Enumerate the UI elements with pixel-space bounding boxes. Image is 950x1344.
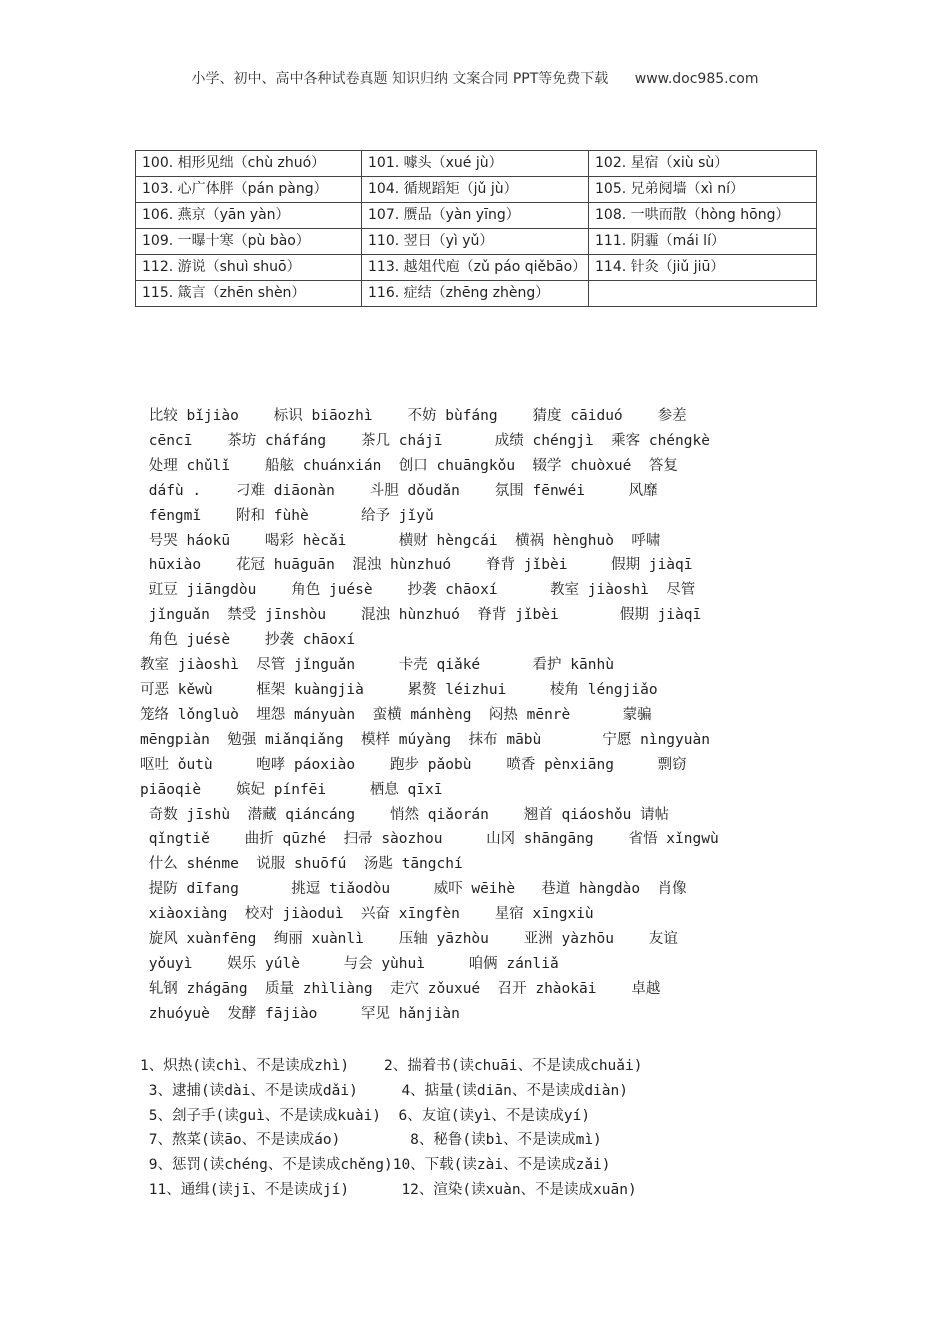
header-text: 小学、初中、高中各种试卷真题 知识归纳 文案合同 PPT等免费下载	[191, 71, 609, 87]
rule-line: 5、刽子手(读guì、不是读成kuài) 6、友谊(读yì、不是读成yí)	[140, 1107, 591, 1124]
word-line: 旋风 xuànfēng 绚丽 xuànlì 压轴 yāzhòu 亚洲 yàzhōu 友谊	[140, 931, 678, 948]
word-line: 笼络 lǒngluò 埋怨 mányuàn 蛮横 mánhèng 闷热 mēnrè 蒙骗	[140, 706, 652, 723]
word-line: 角色 juésè 抄袭 chāoxí	[140, 632, 356, 649]
word-line: piāoqiè 嫔妃 pínfēi 栖息 qīxī	[140, 781, 443, 798]
word-line: yǒuyì 娱乐 yúlè 与会 yùhuì 咱俩 zánliǎ	[140, 955, 559, 972]
table-cell: 108. 一哄而散（hòng hōng）	[589, 203, 817, 229]
word-line: hūxiào 花冠 huāguān 混浊 hùnzhuó 脊背 jǐbèi 假期 jiàqī	[140, 557, 693, 574]
table-cell: 115. 箴言（zhēn shèn）	[136, 281, 362, 307]
word-line: zhuóyuè 发酵 fājiào 罕见 hǎnjiàn	[140, 1005, 460, 1022]
rule-line: 7、熬菜(读āo、不是读成áo) 8、秘鲁(读bì、不是读成mì)	[140, 1132, 602, 1149]
word-line: 轧钢 zhágāng 质量 zhìliàng 走穴 zǒuxué 召开 zhàokāi 卓越	[140, 980, 661, 997]
word-line: cēncī 茶坊 cháfáng 茶几 chájī 成绩 chéngjì 乘客 chéngkè	[140, 432, 710, 449]
pinyin-word-list	[140, 404, 820, 1027]
rule-line: 3、逮捕(读dài、不是读成dǎi) 4、掂量(读diān、不是读成diàn)	[140, 1082, 628, 1099]
page-header	[0, 68, 950, 88]
table-cell: 114. 针灸（jiǔ jiū）	[589, 255, 817, 281]
word-line: 什么 shénme 说服 shuōfú 汤匙 tāngchí	[140, 856, 463, 873]
word-line: 比较 bǐjiào 标识 biāozhì 不妨 bùfáng 猜度 cāiduó 参差	[140, 408, 687, 424]
table-row	[136, 177, 817, 203]
table-row	[136, 203, 817, 229]
table-cell: 116. 症结（zhēng zhèng）	[362, 281, 589, 307]
word-line: dáfù . 刁难 diāonàn 斗胆 dǒudǎn 氛围 fēnwéi 风靡	[140, 482, 658, 499]
table-row	[136, 229, 817, 255]
pronunciation-rules	[140, 1054, 820, 1203]
table-cell: 102. 星宿（xiù sù）	[589, 151, 817, 177]
table-cell	[589, 281, 817, 307]
table-row	[136, 151, 817, 177]
word-line: mēngpiàn 勉强 miǎnqiǎng 模样 múyàng 抹布 mābù 宁愿 nìngyuàn	[140, 731, 710, 748]
word-line: xiàoxiàng 校对 jiàoduì 兴奋 xīngfèn 星宿 xīngxiù	[140, 906, 594, 923]
table-cell: 109. 一曝十寒（pù bào）	[136, 229, 362, 255]
word-line: 提防 dīfang 挑逗 tiǎodòu 威吓 wēihè 巷道 hàngdào 肖像	[140, 881, 687, 898]
table-cell: 111. 阴霾（mái lí）	[589, 229, 817, 255]
header-url[interactable]: www.doc985.com	[634, 71, 759, 87]
word-line: qǐngtiě 曲折 qūzhé 扫帚 sàozhou 山冈 shāngāng 省悟 xǐngwù	[140, 831, 719, 848]
table-cell: 112. 游说（shuì shuō）	[136, 255, 362, 281]
table-cell: 101. 噱头（xué jù）	[362, 151, 589, 177]
table-cell: 103. 心广体胖（pán pàng）	[136, 177, 362, 203]
rule-line: 1、炽热(读chì、不是读成zhì) 2、揣着书(读chuāi、不是读成chuǎi)	[140, 1058, 643, 1074]
word-line: 呕吐 ǒutù 咆哮 páoxiào 跑步 pǎobù 喷香 pènxiāng 剽窃	[140, 756, 687, 773]
table-cell: 106. 燕京（yān yàn）	[136, 203, 362, 229]
table-cell: 110. 翌日（yì yǔ）	[362, 229, 589, 255]
word-line: 号哭 háokū 喝彩 hècǎi 横财 hèngcái 横祸 hènghuò 呼啸	[140, 532, 661, 549]
table-cell: 105. 兄弟阋墙（xì ní）	[589, 177, 817, 203]
table-cell: 107. 赝品（yàn yīng）	[362, 203, 589, 229]
word-line: 教室 jiàoshì 尽管 jǐnguǎn 卡壳 qiǎké 看护 kānhù	[140, 657, 614, 674]
rule-line: 11、通缉(读jī、不是读成jí) 12、渲染(读xuàn、不是读成xuān)	[140, 1181, 637, 1198]
word-line: 豇豆 jiāngdòu 角色 juésè 抄袭 chāoxí 教室 jiàoshì 尽管	[140, 582, 696, 599]
vocab-table	[135, 150, 817, 307]
table-cell: 100. 相形见绌（chù zhuó）	[136, 151, 362, 177]
word-line: 奇数 jīshù 潜藏 qiáncáng 悄然 qiǎorán 翘首 qiáoshǒu 请帖	[140, 806, 670, 823]
word-line: 处理 chǔlǐ 船舷 chuánxián 创口 chuāngkǒu 辍学 chuòxué 答复	[140, 457, 678, 474]
word-line: 可恶 kěwù 框架 kuàngjià 累赘 léizhui 棱角 léngjiǎo	[140, 681, 658, 698]
word-line: jǐnguǎn 禁受 jīnshòu 混浊 hùnzhuó 脊背 jǐbèi 假期 jiàqī	[140, 607, 702, 624]
table-cell: 104. 循规蹈矩（jǔ jù）	[362, 177, 589, 203]
table-cell: 113. 越俎代庖（zǔ páo qiěbāo）	[362, 255, 589, 281]
table-row	[136, 281, 817, 307]
table-row	[136, 255, 817, 281]
word-line: fēngmǐ 附和 fùhè 给予 jǐyǔ	[140, 507, 434, 524]
rule-line: 9、惩罚(读chéng、不是读成chěng)10、下载(读zài、不是读成zǎi)	[140, 1157, 611, 1174]
